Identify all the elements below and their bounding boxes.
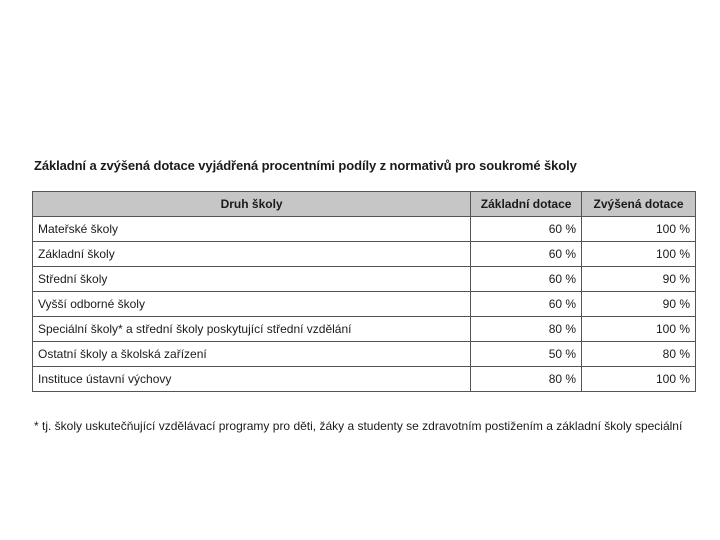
school-type-cell: Speciální školy* a střední školy poskytující střední vzdělání [33, 317, 471, 342]
table-row [33, 267, 696, 292]
basic-subsidy-cell: 60 % [471, 267, 582, 292]
column-header-school-type: Druh školy [33, 192, 471, 217]
school-type-cell: Základní školy [33, 242, 471, 267]
school-type-cell: Střední školy [33, 267, 471, 292]
table-row [33, 367, 696, 392]
table-row [33, 217, 696, 242]
increased-subsidy-cell: 90 % [582, 292, 696, 317]
table-footnote: * tj. školy uskutečňující vzdělávací programy pro děti, žáky a studenty se zdravotním postižením a základní školy speciální [34, 419, 683, 433]
table-row [33, 317, 696, 342]
table-row [33, 342, 696, 367]
basic-subsidy-cell: 80 % [471, 317, 582, 342]
school-type-cell: Ostatní školy a školská zařízení [33, 342, 471, 367]
dotace-table [32, 191, 696, 392]
column-header-increased-subsidy: Zvýšená dotace [582, 192, 696, 217]
basic-subsidy-cell: 60 % [471, 242, 582, 267]
increased-subsidy-cell: 90 % [582, 267, 696, 292]
school-type-cell: Vyšší odborné školy [33, 292, 471, 317]
table-title: Základní a zvýšená dotace vyjádřená procentními podíly z normativů pro soukromé školy [34, 158, 577, 173]
table-row [33, 292, 696, 317]
school-type-cell: Instituce ústavní výchovy [33, 367, 471, 392]
increased-subsidy-cell: 100 % [582, 242, 696, 267]
school-type-cell: Mateřské školy [33, 217, 471, 242]
increased-subsidy-cell: 100 % [582, 317, 696, 342]
increased-subsidy-cell: 100 % [582, 367, 696, 392]
increased-subsidy-cell: 100 % [582, 217, 696, 242]
basic-subsidy-cell: 60 % [471, 292, 582, 317]
table-row [33, 242, 696, 267]
basic-subsidy-cell: 80 % [471, 367, 582, 392]
table-header-row [33, 192, 696, 217]
column-header-basic-subsidy: Základní dotace [471, 192, 582, 217]
basic-subsidy-cell: 60 % [471, 217, 582, 242]
increased-subsidy-cell: 80 % [582, 342, 696, 367]
basic-subsidy-cell: 50 % [471, 342, 582, 367]
